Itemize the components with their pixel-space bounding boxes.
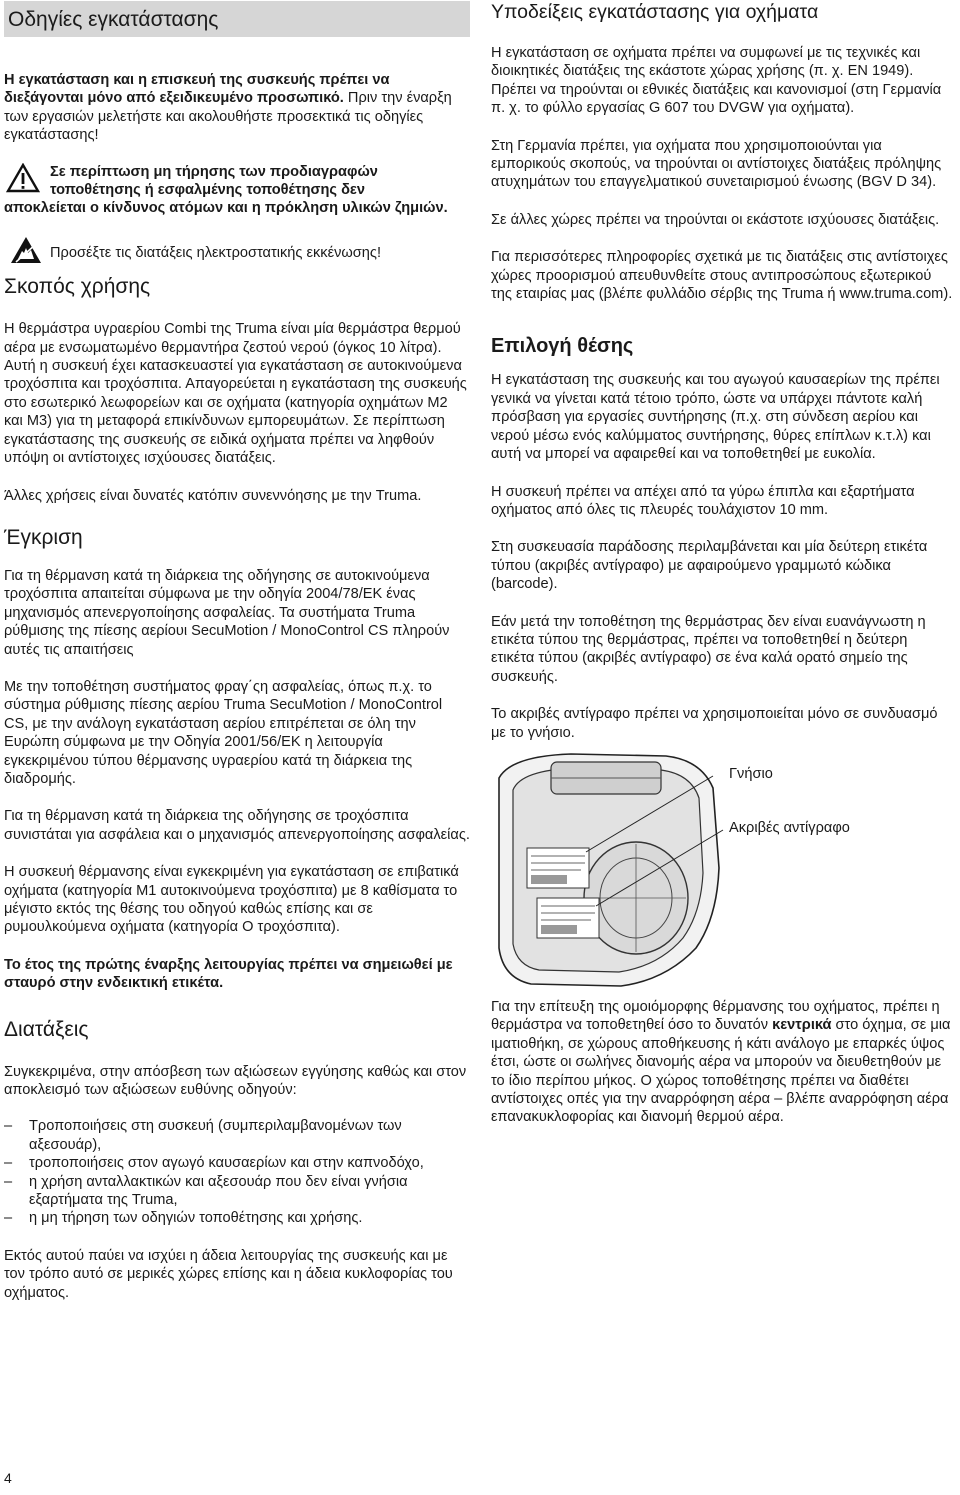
vehicle-paragraph-4: Για περισσότερες πληροφορίες σχετικά με τις διατάξεις στις αντίστοιχες χώρες προορισμού απευθυνθείτε στους αντιπροσώπους εξωτερικού της εταιρίας μας (βλέπε φυλλάδιο σέρβις της Truma ή www.truma.com). [491,249,953,303]
vehicle-paragraph-3: Σε άλλες χώρες πρέπει να τηρούνται οι εκάστοτε ισχύουσες διατάξεις. [491,211,940,228]
list-item: – Τροποποιήσεις στη συσκευή (συμπεριλαμβανομένων των αξεσουάρ), [4,1117,470,1154]
heater-illustration [491,748,953,988]
final-paragraph-start: Για την επίτευξη της ομοιόμορφης θέρμανσης του οχήματος, πρέπει η θερμάστρα να τοποθετηθεί όσο το δυνατόν [491,998,940,1034]
label-original: Γνήσιο [729,765,773,782]
warning-line-1: Σε περίπτωση μη τήρησης των προδιαγραφών [50,163,378,180]
list-item: – η μη τήρηση των οδηγιών τοποθέτησης και χρήσης. [4,1209,470,1227]
position-paragraph-3: Στη συσκευασία παράδοσης περιλαμβάνεται και μία δεύτερη ετικέτα τύπου (ακριβές αντίγραφο) με αφαιρούμενο γραμμωτό κώδικα (barcode). [491,539,928,593]
esd-note [4,244,470,262]
position-heading: Επιλογή θέσης [491,335,634,358]
vehicle-paragraph-1: Η εγκατάσταση σε οχήματα πρέπει να συμφωνεί με τις τεχνικές και διοικητικές διατάξεις της εκάστοτε χώρας χρήσης (π. χ. EN 1949). Πρέπει να τηρούνται οι εθνικές διατάξεις και κανονισμοί (στη Γερμανία π. χ. το φύλλο εργασίας G 607 του DVGW για οχήματα). [491,45,942,117]
regulations-list [4,1117,470,1227]
purpose-paragraph-1: Η θερμάστρα υγραερίου Combi της Truma είναι μία θερμάστρα θερμού αέρα με ενσωματωμένο θερμαντήρα ζεστού νερού (όγκος 10 λίτρα). Αυτή η συσκευή έχει κατασκευαστεί για εγκατάσταση σε αυτοκινούμενα τροχόσπιτα και τροχόσπιτα. Απαγορεύεται η εγκατάσταση της συσκευής στο εσωτερικό λεωφορείων και σε οχήματα (κατηγορία οχημάτων M2 και M3) για τη μεταφορά επικίνδυνων εμπορευμάτων. Σε περίπτωση εγκατάστασης της συσκευής σε ειδικά οχήματα πρέπει να ληφθούν υπόψη οι αντίστοιχες ισχύουσες διατάξεις. [4,321,467,467]
position-paragraph-2: Η συσκευή πρέπει να απέχει από τα γύρω έπιπλα και εξαρτήματα οχήματος από όλες τις πλευρές τουλάχιστον 10 mm. [491,483,915,518]
position-paragraph-5: Το ακριβές αντίγραφο πρέπει να χρησιμοποιείται μόνο σε συνδυασμό με το γνήσιο. [491,706,938,741]
page-number: 4 [4,1470,12,1486]
regulations-heading: Διατάξεις [4,1017,89,1041]
approval-paragraph-2: Με την τοποθέτηση συστήματος φραγ΄ςη ασφαλείας, όπως π.χ. το σύστημα ρύθμισης πίεσης αερίου Truma SecuMotion / MonoControl CS, με την ανάλογη εγκατάσταση αερίου επιτρέπεται σε όλη την Ευρώπη σύμφωνα με την Οδηγία 2001/56/ΕΚ η λειτουργία εγκεκριμένου τύπου θέρμανσης υγραερίου κατά τη διάρκεια της διαδρομής. [4,678,443,787]
intro-rest: Πριν την έναρξη των εργασιών μελετήστε και ακολουθήστε προσεκτικά τις οδηγίες εγκατάστασης! [4,90,452,144]
regulations-outro: Εκτός αυτού παύει να ισχύει η άδεια λειτουργίας της συσκευής και με τον τρόπο αυτό σε μερικές χώρες επίσης και η άδεια κυκλοφορίας του οχήματος. [4,1247,453,1301]
final-paragraph [491,998,953,1127]
intro-bold: Η εγκατάσταση και η επισκευή της συσκευής πρέπει να διεξάγονται μόνο από εξειδικευμένο προσωπικό. [4,72,390,107]
approval-paragraph-1: Για τη θέρμανση κατά τη διάρκεια της οδήγησης σε αυτοκινούμενα τροχόσπιτα απαιτείται σύμφωνα με την οδηγία 2004/78/ΕΚ ένας μηχανισμός απενεργοποίησης ασφαλείας. Τα συστήματα Truma ρύθμισης της πίεσης αερίουι SecuMotion / MonoControl CS πληρούν αυτές τις απαιτήσεις [4,567,450,658]
approval-paragraph-3: Για τη θέρμανση κατά τη διάρκεια της οδήγησης σε τροχόσπιτα συνιστάται για ασφάλεια και ο μηχανισμός απενεργοποίησης ασφαλείας. [4,808,470,843]
list-item: – η χρήση ανταλλακτικών και αξεσουάρ που δεν είναι γνήσια εξαρτήματα της Truma, [4,1173,470,1210]
esd-note-text: Προσέξτε τις διατάξεις ηλεκτροστατικής εκκένωσης! [50,244,382,261]
intro-paragraph [4,71,470,145]
left-column [4,0,470,1302]
page-title: Οδηγίες εγκατάστασης [4,1,470,37]
final-paragraph-bold: κεντρικά [772,1017,832,1034]
purpose-heading: Σκοπός χρήσης [4,275,151,299]
approval-bold-note: Το έτος της πρώτης έναρξης λειτουργίας πρέπει να σημειωθεί με σταυρό στην ενδεικτική ετικέτα. [4,956,453,992]
label-copy: Ακριβές αντίγραφο [729,819,850,836]
vehicle-paragraph-2: Στη Γερμανία πρέπει, για οχήματα που χρησιμοποιούνται για εμπορικούς σκοπούς, να τηρούνται οι αντίστοιχες διατάξεις πρόληψης ατυχημάτων του επαγγελματικού συνεταιρισμού ένωσης (BGV D 34). [491,137,942,191]
warning-line-2: τοποθέτησης ή εσφαλμένης τοποθέτησης δεν [50,182,365,199]
warning-block [4,163,470,200]
position-paragraph-1: Η εγκατάσταση της συσκευής και του αγωγού καυσαερίων της πρέπει γενικά να γίνεται κατά τέτοιο τρόπο, ώστε να υπάρχει πάντοτε καλή πρόσβαση για εργασίες συντήρησης (π.χ. στη σύνδεση αερίου και νερού μέσω ενός καλύμματος συντήρησης, θύρες επίπλων κ.τ.λ) και αυτή να μπορεί να αφαιρεθεί και να τοποθετηθεί με ευκολία. [491,372,940,463]
right-column [491,0,953,1127]
purpose-paragraph-2: Άλλες χρήσεις είναι δυνατές κατόπιν συνεννόησης με την Truma. [4,487,422,504]
final-paragraph-end: στο όχημα, σε μια ιματιοθήκη, σε χώρους αποθήκευσης ή κάτι ανάλογο με επαρκές ύψος έτσι, ώστε οι σωλήνες διανομής αέρα να μπορούν να διευθετηθούν με το ίδιο περίπου μήκος. Ο χώρος τοποθέτησης πρέπει να διαθέτει αντίστοιχες οπές για την αναρρόφηση αέρα – βλέπε αναρρόφηση αέρα επανακυκλοφορίας και διανομή θερμού αέρα. [491,1017,951,1126]
warning-triangle-icon [6,163,40,193]
regulations-intro: Συγκεκριμένα, στην απόσβεση των αξιώσεων εγγύησης καθώς και στον αποκλεισμό των αξιώσεων ευθύνης οδηγούν: [4,1063,467,1099]
approval-heading: Έγκριση [4,525,83,549]
warning-rest: αποκλείεται ο κίνδυνος ατόμων και η πρόκληση υλικών ζημιών. [4,200,448,217]
esd-hand-icon [10,236,42,264]
type-label-figure [491,748,953,988]
position-paragraph-4: Εάν μετά την τοποθέτηση της θερμάστρας δεν είναι ευανάγνωστη η ετικέτα τύπου της θερμάστρας, πρέπει να τοποθετηθεί η δεύτερη ετικέτα τύπου (ακριβές αντίγραφο) σε ένα καλά ορατό σημείο της συσκευής. [491,613,926,685]
list-item: – τροποποιήσεις στον αγωγό καυσαερίων και στην καπνοδόχο, [4,1154,470,1172]
vehicle-heading: Υποδείξεις εγκατάστασης για οχήματα [491,1,819,23]
approval-paragraph-4: Η συσκευή θέρμανσης είναι εγκεκριμένη για εγκατάσταση σε επιβατικά οχήματα (κατηγορία M1 αυτοκινούμενα τροχόσπιτα) με 8 καθίσματα το μέγιστο εκτός της θέσης του οδηγού καθώς επίσης και σε ρυμουλκούμενα οχήματα (κατηγορία O τροχόσπιτα). [4,864,459,936]
